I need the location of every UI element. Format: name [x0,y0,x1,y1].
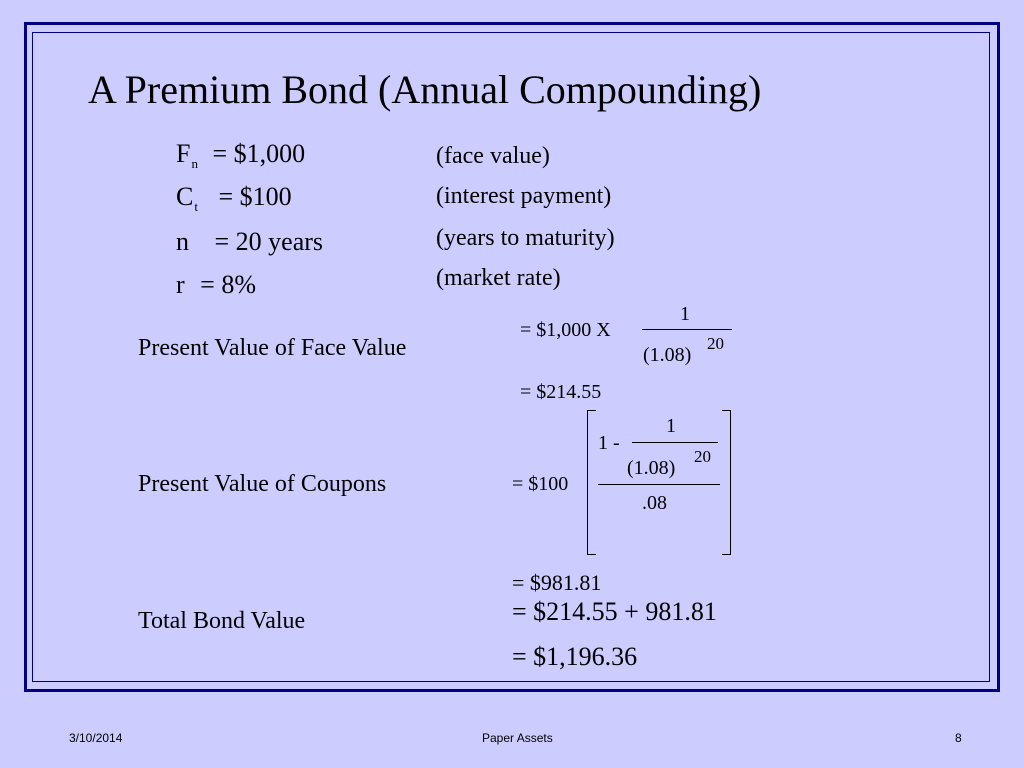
total-label: Total Bond Value [138,608,306,634]
footer-title: Paper Assets [482,731,553,745]
variable-value: = 20 years [214,227,324,256]
pv-coupons-outer-denominator: .08 [642,492,667,514]
variable-row-face [176,139,305,173]
variable-desc-rate: (market rate) [436,265,561,291]
pv-coupons-inner-denominator: (1.08) [627,457,676,479]
variable-symbol: F [176,139,191,168]
left-bracket-bottom [587,554,596,555]
pv-coupons-lhs: = $100 [512,473,569,495]
variable-row-coupon [176,182,292,216]
pv-coupons-inner-fraction-bar [632,442,718,443]
variable-symbol: C [176,182,194,211]
variable-subscript: t [194,199,198,214]
footer-page-number: 8 [955,731,962,745]
variable-subscript: n [191,156,198,171]
left-bracket-stem [587,410,588,555]
pv-coupons-inner-numerator: 1 [666,415,676,437]
variable-value: = $1,000 [212,139,306,168]
right-bracket-bottom [722,554,731,555]
variable-row-years [176,227,323,261]
right-bracket-top [722,410,731,411]
pv-face-label: Present Value of Face Value [138,335,407,361]
pv-coupons-outer-fraction-bar [598,484,720,485]
pv-face-numerator: 1 [680,303,690,325]
variable-value: = 8% [200,270,256,299]
variable-value: = $100 [218,182,292,211]
pv-face-lhs: = $1,000 X [520,319,611,341]
pv-face-denominator: (1.08) [643,344,692,366]
variable-desc-coupon: (interest payment) [436,183,612,209]
pv-coupons-label: Present Value of Coupons [138,471,387,497]
variable-symbol: r [176,270,185,299]
pv-face-exponent: 20 [707,334,724,353]
variable-symbol: n [176,227,189,256]
variable-desc-face: (face value) [436,143,550,169]
footer-date: 3/10/2014 [69,731,123,745]
variable-row-rate [176,270,256,304]
total-line-2: = $1,196.36 [512,642,638,671]
variable-desc-years: (years to maturity) [436,225,615,251]
left-bracket-top [587,410,596,411]
total-line-1: = $214.55 + 981.81 [512,597,717,626]
right-bracket-stem [730,410,731,555]
slide-title: A Premium Bond (Annual Compounding) [88,67,762,112]
pv-coupons-inner-exponent: 20 [694,447,711,466]
pv-face-result: = $214.55 [520,381,602,403]
pv-face-fraction-bar [642,329,732,330]
pv-coupons-result: = $981.81 [512,570,602,595]
pv-coupons-one-minus: 1 - [598,432,620,454]
